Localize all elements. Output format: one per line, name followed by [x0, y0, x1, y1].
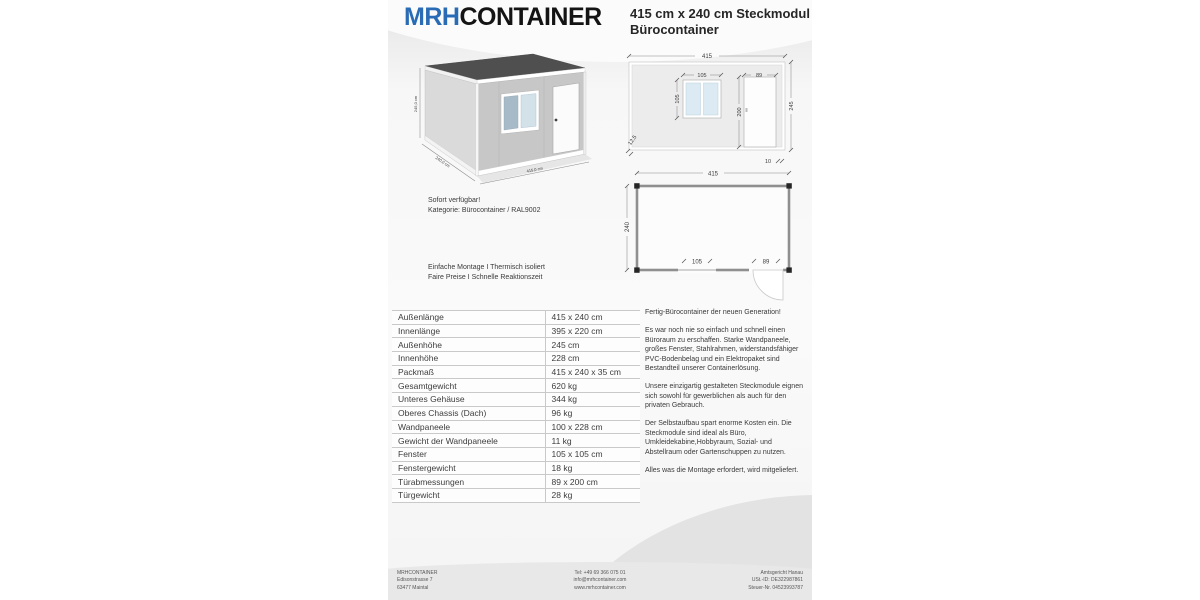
footer [388, 570, 812, 592]
elev-dim-window-w: 105 [697, 73, 707, 80]
spec-value: 245 cm [545, 338, 640, 352]
elevation-door-handle [746, 108, 748, 112]
floor-plan-drawing [616, 160, 800, 305]
page-title [630, 6, 810, 37]
table-row [392, 338, 640, 352]
spec-value: 620 kg [545, 379, 640, 393]
spec-value: 11 kg [545, 434, 640, 448]
spec-label: Oberes Chassis (Dach) [392, 406, 545, 420]
plan-dim-door: 89 [762, 259, 770, 266]
spec-table [392, 310, 640, 503]
iso-dim-height-label: 245,0 cm [413, 95, 418, 113]
page-title-line2: Bürocontainer [630, 21, 719, 37]
table-row [392, 406, 640, 420]
footer-website: www.mrhcontainer.com [574, 584, 626, 591]
description-paragraph: Fertig-Bürocontainer der neuen Generation! [645, 309, 781, 316]
plan-door-swing [753, 270, 783, 300]
logo-container-word: CONTAINER [459, 3, 602, 31]
description-column [645, 308, 809, 484]
footer-email: info@mrhcontainer.com [573, 577, 627, 584]
footer-contact-block [529, 570, 670, 592]
plan-dim-415: 415 [707, 171, 719, 178]
spec-label: Innenhöhe [392, 352, 545, 366]
table-row [392, 352, 640, 366]
description-paragraph: Unsere einzigartig gestalteten Steckmodule eignen sich sowohl für gewerblichen als auch für den privaten Gebrauch. [645, 383, 803, 409]
elev-dim-door-h: 200 [737, 107, 743, 117]
spec-value: 415 x 240 x 35 cm [545, 365, 640, 379]
footer-tax-no: Steuer-Nr. 04523993787 [748, 584, 803, 591]
plan-corner [634, 183, 639, 188]
spec-value: 89 x 200 cm [545, 475, 640, 489]
footer-address-block [388, 570, 529, 592]
spec-value: 18 kg [545, 461, 640, 475]
elevation-drawing [620, 50, 800, 168]
category-text: Kategorie: Bürocontainer / RAL9002 [428, 207, 541, 215]
left-wall [425, 70, 477, 176]
description-paragraph: Es war noch nie so einfach und schnell einen Büroraum zu erschaffen. Starke Wandpaneele, großes Fenster, Stahlrahmen, widerstandsfähiger PVC-Bodenbelag und ein Elektropaket sind Bestandteil unserer Containerlösung. [645, 327, 799, 372]
feature-line2: Faire Preise I Schnelle Reaktionszeit [428, 274, 543, 282]
description-paragraph: Alles was die Montage erfordert, wird mitgeliefert. [645, 466, 799, 474]
iso-dim-width-label: 415,0 cm [526, 165, 544, 174]
spec-value: 105 x 105 cm [545, 447, 640, 461]
company-logo [404, 3, 602, 32]
product-sheet [388, 0, 812, 600]
spec-value: 100 x 228 cm [545, 420, 640, 434]
spec-label: Außenhöhe [392, 338, 545, 352]
spec-label: Innenlänge [392, 324, 545, 338]
footer-court: Amtsgericht Hanau [760, 570, 803, 576]
spec-label: Türabmessungen [392, 475, 545, 489]
spec-value: 395 x 220 cm [545, 324, 640, 338]
plan-dim-240: 240 [625, 221, 631, 233]
logo-mrh: MRH [404, 3, 460, 31]
window-pane-right-3d [521, 94, 536, 128]
corner-post-front-left [476, 84, 479, 177]
elev-dim-415: 415 [701, 54, 713, 61]
spec-label: Packmaß [392, 365, 545, 379]
table-row [392, 311, 640, 325]
spec-value: 28 kg [545, 488, 640, 502]
footer-vat-id: USt.-ID: DE322987861 [751, 577, 803, 584]
availability-text: Sofort verfügbar! [428, 197, 481, 204]
spec-label: Unteres Gehäuse [392, 393, 545, 407]
elevation-window-pane-left [686, 83, 701, 115]
table-row [392, 324, 640, 338]
elevation-door [744, 77, 776, 147]
table-row [392, 461, 640, 475]
window-pane-left-3d [504, 96, 518, 131]
container-3d-illustration [413, 42, 608, 192]
footer-phone: Tel: +49 69 366 075 01 [574, 570, 626, 576]
elev-dim-245: 245 [789, 101, 795, 111]
table-row [392, 447, 640, 461]
spec-value: 228 cm [545, 352, 640, 366]
footer-legal-block [671, 570, 812, 592]
table-row [392, 488, 640, 502]
spec-label: Gewicht der Wandpaneele [392, 434, 545, 448]
spec-label: Wandpaneele [392, 420, 545, 434]
features-block [428, 263, 545, 283]
footer-company-name: MRHCONTAINER [397, 570, 438, 576]
table-row [392, 434, 640, 448]
availability-block [428, 196, 540, 216]
elevation-window-pane-right [704, 83, 719, 115]
table-row [392, 420, 640, 434]
footer-street: Edisonstrasse 7 [397, 577, 433, 584]
plan-corner [786, 183, 791, 188]
spec-label: Fenstergewicht [392, 461, 545, 475]
footer-city: 63477 Maintal [397, 584, 429, 591]
elev-dim-window-h: 105 [675, 94, 681, 104]
corner-post-front-right [583, 72, 586, 155]
plan-corner [634, 267, 639, 272]
table-row [392, 475, 640, 489]
elev-dim-door-w: 89 [755, 73, 763, 80]
spec-label: Gesamtgewicht [392, 379, 545, 393]
spec-value: 415 x 240 cm [545, 311, 640, 325]
table-row [392, 365, 640, 379]
page-title-line1: 415 cm x 240 cm Steckmodul [630, 6, 810, 21]
elev-dim-offset: 10 [764, 159, 772, 165]
plan-corner [786, 267, 791, 272]
spec-label: Türgewicht [392, 488, 545, 502]
spec-value: 344 kg [545, 393, 640, 407]
door-3d [553, 83, 579, 154]
description-paragraph: Der Selbstaufbau spart enorme Kosten ein. Die Steckmodule sind ideal als Büro, Umkleidekabine,Hobbyraum, Sozial- und Abstellraum oder Gartenschuppen zu nutzen. [645, 420, 792, 456]
spec-value: 96 kg [545, 406, 640, 420]
door-handle-3d [555, 119, 558, 122]
elev-dim-base: 12,5 [627, 134, 639, 147]
plan-dim-window: 105 [691, 259, 703, 266]
iso-dim-depth-label: 240,0 cm [434, 155, 452, 169]
spec-label: Außenlänge [392, 311, 545, 325]
plan-walls [637, 186, 789, 270]
table-row [392, 393, 640, 407]
spec-label: Fenster [392, 447, 545, 461]
table-row [392, 379, 640, 393]
feature-line1: Einfache Montage I Thermisch isoliert [428, 264, 545, 271]
